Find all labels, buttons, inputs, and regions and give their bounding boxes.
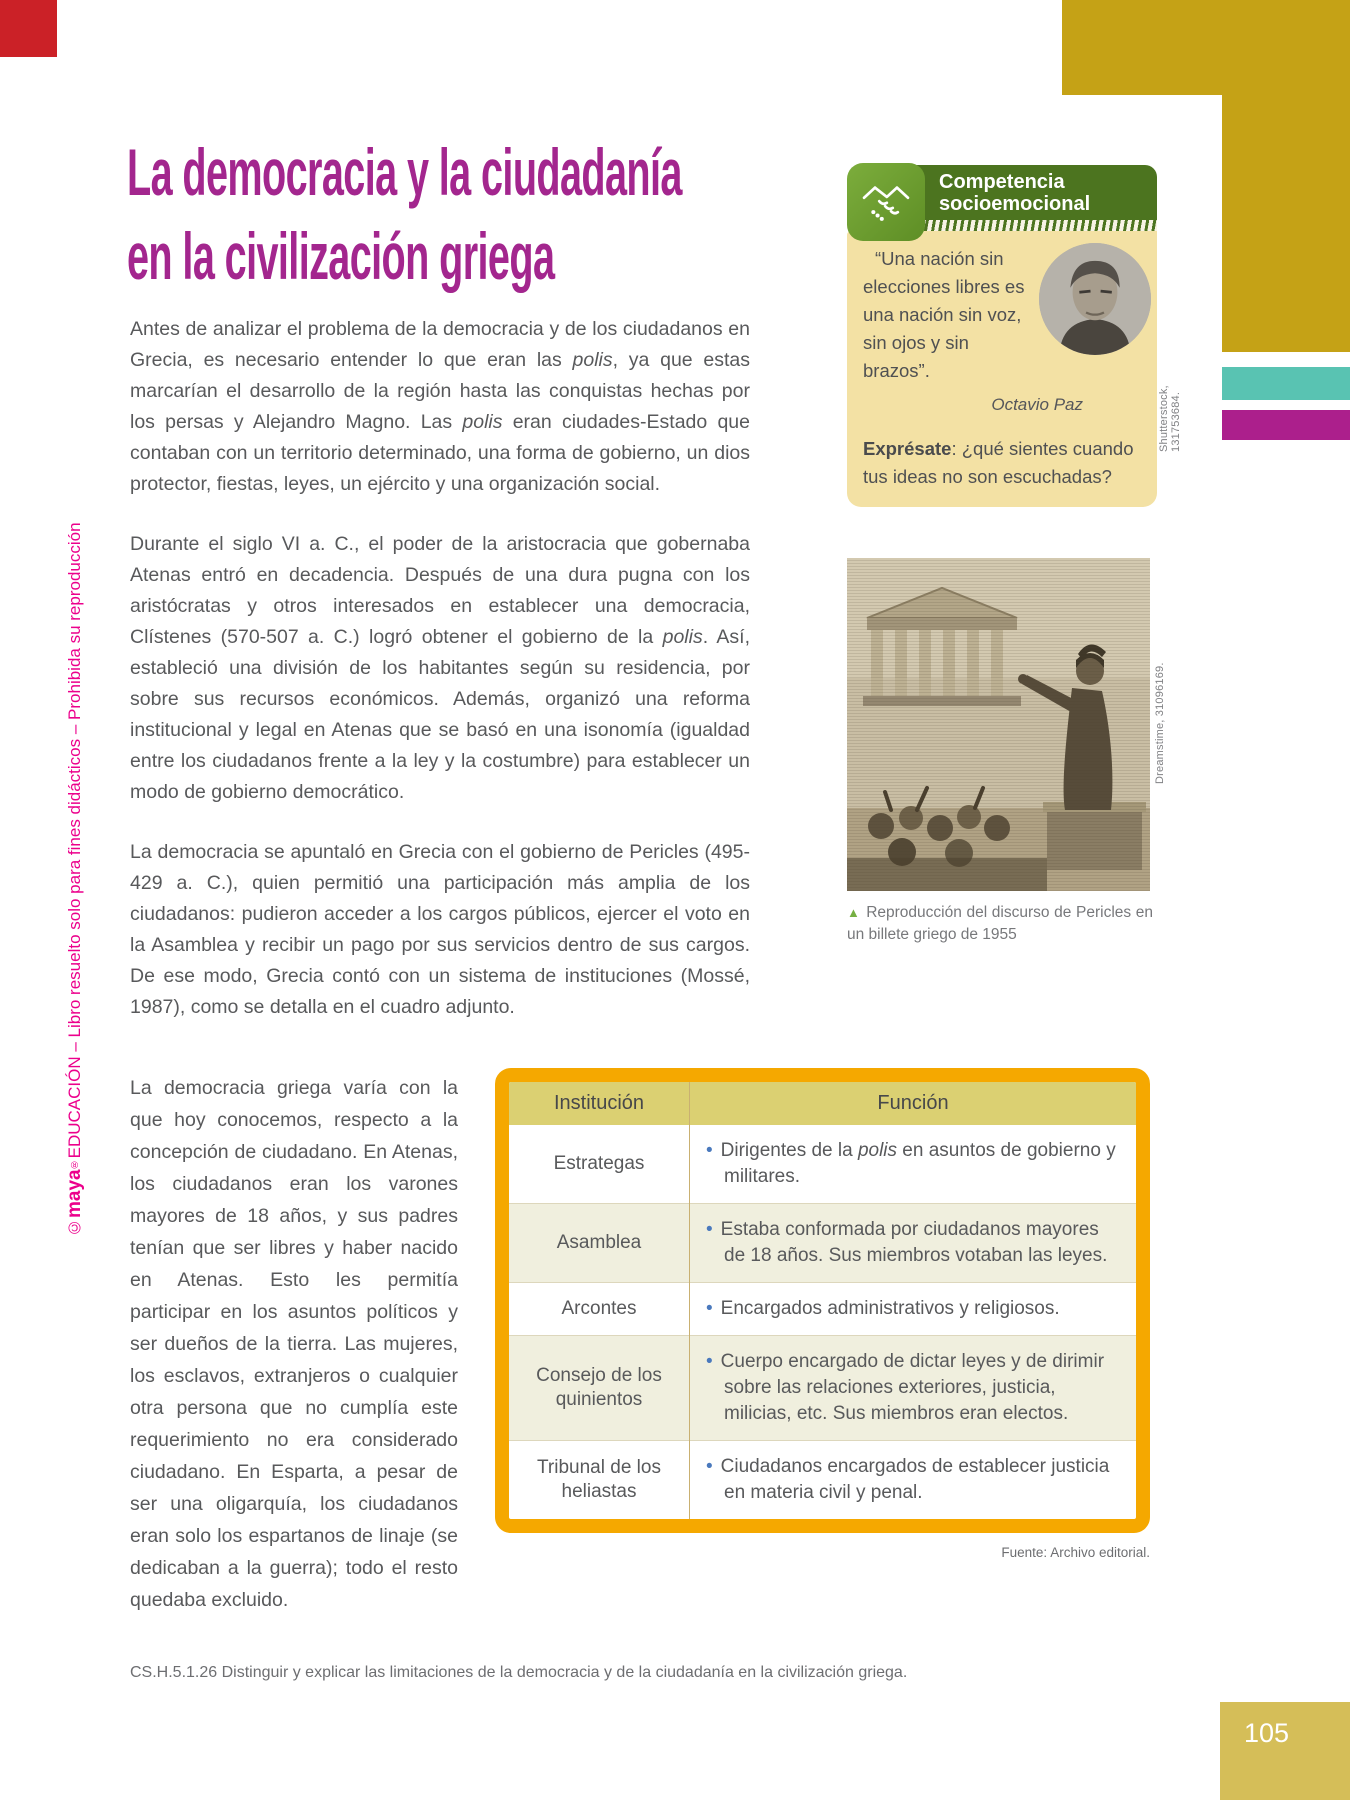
function-text: Encargados administrativos y religiosos. — [720, 1298, 1060, 1319]
function-text: Ciudadanos encargados de establecer justicia en materia civil y penal. — [720, 1456, 1110, 1503]
table-row — [509, 1441, 1136, 1520]
prompt-text: : ¿qué sientes cuando tus ideas no son escuchadas? — [863, 438, 1134, 487]
bullet-icon: • — [706, 1140, 713, 1161]
table-row — [509, 1204, 1136, 1283]
brand-suffix: EDUCACIÓN — [65, 1056, 84, 1159]
function-cell — [690, 1441, 1137, 1520]
pericles-engraving-image — [847, 558, 1150, 891]
function-text: Dirigentes de la — [720, 1140, 858, 1161]
title-line-1: La democracia y la ciudadanía — [127, 135, 682, 209]
paragraph-text: eran ciudades-Estado que contaban con un territorio determinado, una forma de gobierno, un dios protector, fiestas, leyes, un ejército y una organización social. — [130, 411, 750, 495]
corner-red-square — [0, 0, 57, 57]
bullet-icon: • — [706, 1456, 713, 1477]
table-row — [509, 1283, 1136, 1336]
teal-side-bar — [1222, 367, 1350, 400]
registered-symbol: ® — [69, 1158, 80, 1170]
page-title — [127, 130, 682, 298]
table-header-row — [509, 1082, 1136, 1125]
competencia-heading-line2: socioemocional — [939, 192, 1091, 215]
handshake-icon — [847, 163, 925, 241]
function-text: en asuntos de gobierno y militares. — [724, 1140, 1116, 1187]
italic-term: polis — [462, 411, 503, 433]
body-paragraph: La democracia se apuntaló en Grecia con el gobierno de Pericles (495-429 a. C.), quien permitió una participación más amplia de los ciudadanos: pudieron acceder a los cargos públicos, ejercer el voto en la Asamblea y recibir un pago por sus servicios dentro de sus cargos. De ese modo, Grecia contó con un sistema de instituciones (Mossé, 1987), como se detalla en el cuadro adjunto. — [130, 841, 750, 1018]
italic-term: polis — [572, 349, 613, 371]
paragraph-text: La democracia griega varía con la que hoy conocemos, respecto a la concepción de ciudadano. En Atenas, los ciudadanos eran los varones mayores de 18 años, y sus padres tenían que ser libres y haber nacido en Atenas. Esto les permitía participar en los asuntos políticos y ser dueños de la tierra. Las mujeres, los esclavos, extranjeros o cualquier otra persona que no cumplía este requerimiento no era considerado ciudadano. En Esparta, a pesar de ser una oligarquía, los ciudadanos eran solo los espartanos de linaje (se dedicaban a la guerra); todo el resto quedaba excluido. — [130, 1077, 458, 1611]
paragraph-text: , ya que estas marcarían el desarrollo de la región hasta las conquistas hechas por los persas y Alejandro Magno. Las — [130, 349, 750, 433]
title-line-2: en la civilización griega — [127, 219, 555, 293]
institution-cell: Tribunal de los heliastas — [509, 1441, 690, 1520]
function-cell — [690, 1125, 1137, 1204]
competencia-body — [847, 231, 1157, 507]
octavio-paz-photo — [1039, 243, 1151, 355]
competencia-heading-line1: Competencia — [939, 170, 1065, 193]
copyright-symbol: © — [65, 1218, 84, 1238]
page-number: 105 — [1244, 1718, 1290, 1748]
function-text: Estaba conformada por ciudadanos mayores de 18 años. Sus miembros votaban las leyes. — [720, 1219, 1108, 1266]
institution-cell: Consejo de los quinientos — [509, 1336, 690, 1441]
function-cell — [690, 1336, 1137, 1441]
caption-triangle-icon: ▲ — [847, 905, 861, 920]
paragraph-text: Durante el siglo VI a. C., el poder de la aristocracia que gobernaba Atenas entró en decadencia. Después de una dura pugna con los aristócratas y otros interesados en establecer una democracia, Clístenes (570-507 a. C.) logró obtener el gobierno de la — [130, 533, 750, 648]
column-header-funcion: Función — [690, 1082, 1137, 1125]
brand-name: maya — [64, 1169, 85, 1219]
function-cell — [690, 1283, 1137, 1336]
figure-caption — [847, 902, 1153, 946]
function-text: Cuerpo encargado de dictar leyes y de dirimir sobre las relaciones exteriores, justicia, milicias, etc. Sus miembros eran electos. — [720, 1351, 1105, 1424]
table-row — [509, 1336, 1136, 1441]
competencia-box — [847, 150, 1157, 507]
prompt-label: Exprésate — [863, 438, 952, 459]
institution-cell: Estrategas — [509, 1125, 690, 1204]
side-copyright-strip — [64, 430, 86, 1330]
institutions-table — [495, 1068, 1150, 1560]
table-row — [509, 1125, 1136, 1204]
italic-term: polis — [662, 626, 703, 648]
image-credit: Dreamstime, 31096169. — [1154, 662, 1166, 784]
bullet-icon: • — [706, 1298, 713, 1319]
caption-text: Reproducción del discurso de Pericles en un billete griego de 1955 — [847, 904, 1154, 943]
main-text-column — [130, 314, 750, 1052]
page-number-badge — [1220, 1702, 1350, 1800]
paragraph-text: Antes de analizar el problema de la democracia y de los ciudadanos en Grecia, es necesario entender lo que eran las — [130, 318, 750, 371]
expresate-prompt — [863, 435, 1141, 491]
photo-credit: Shutterstock, 131753684. — [1158, 385, 1182, 452]
table-source: Fuente: Archivo editorial. — [1001, 1545, 1150, 1560]
italic-term: polis — [857, 1140, 898, 1161]
bullet-icon: • — [706, 1219, 713, 1240]
institution-cell: Asamblea — [509, 1204, 690, 1283]
table-frame — [495, 1068, 1150, 1533]
body-paragraph — [130, 529, 750, 808]
magenta-side-bar — [1222, 410, 1350, 440]
gold-top-bar — [1062, 0, 1350, 95]
paragraph-text: . Así, estableció una división de los habitantes según su residencia, por sobre sus recursos económicos. Además, organizó una reforma institucional y legal en Atenas que se basó en una isonomía (igualdad entre los ciudadanos frente a la ley y la costumbre) para establecer un modo de gobierno democrático. — [130, 626, 750, 803]
body-paragraph — [130, 314, 750, 500]
curriculum-standard: CS.H.5.1.26 Distinguir y explicar las limitaciones de la democracia y de la ciudadanía en la civilización griega. — [130, 1664, 908, 1681]
gold-side-bar — [1222, 95, 1350, 352]
function-cell — [690, 1204, 1137, 1283]
bullet-icon: • — [706, 1351, 713, 1372]
side-note-text: – Libro resuelto solo para fines didácticos – Prohibida su reproducción — [65, 522, 84, 1057]
column-header-institucion: Institución — [509, 1082, 690, 1125]
quote-text: “Una nación sin elecciones libres es una nación sin voz, sin ojos y sin brazos”. — [863, 248, 1025, 381]
institution-cell: Arcontes — [509, 1283, 690, 1336]
quote-author: Octavio Paz — [991, 395, 1083, 414]
